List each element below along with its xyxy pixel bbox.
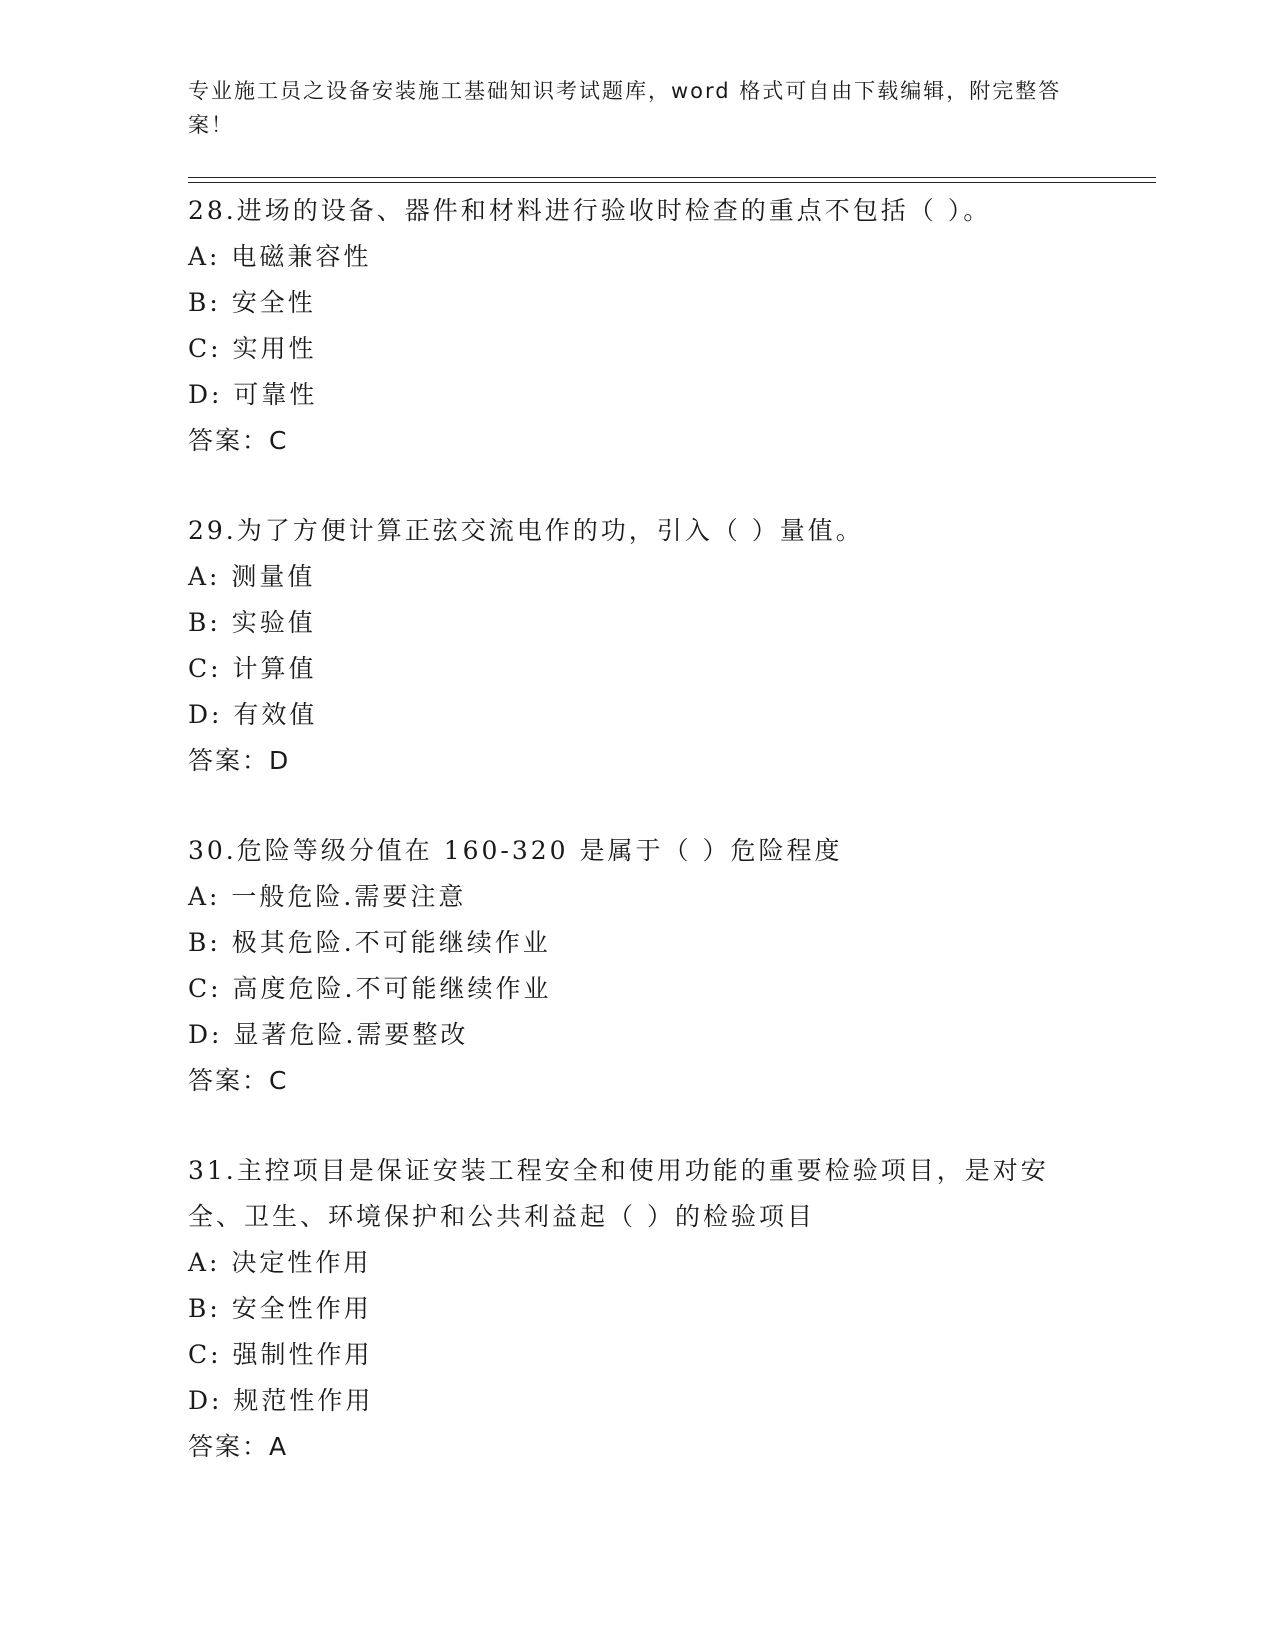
answer-line: 答案：C (188, 426, 289, 455)
question-28 (188, 188, 1088, 464)
option-c: C: 高度危险.不可能继续作业 (188, 974, 552, 1003)
option-c: C: 计算值 (188, 654, 317, 683)
question-stem: 31.主控项目是保证安装工程安全和使用功能的重要检验项目，是对安全、卫生、环境保护和公共利益起（ ）的检验项目 (188, 1156, 1049, 1231)
option-d: D: 有效值 (188, 700, 318, 729)
question-stem: 30.危险等级分值在 160-320 是属于（ ）危险程度 (188, 836, 843, 865)
option-a: A: 决定性作用 (188, 1248, 372, 1277)
question-29 (188, 508, 1088, 784)
option-a: A: 测量值 (188, 562, 316, 591)
question-30 (188, 828, 1088, 1104)
question-stem: 29.为了方便计算正弦交流电作的功，引入（ ）量值。 (188, 516, 864, 545)
option-d: D: 可靠性 (188, 380, 318, 409)
option-b: B: 安全性作用 (188, 1294, 372, 1323)
header-rule-top (188, 177, 1156, 178)
answer-line: 答案：C (188, 1066, 289, 1095)
option-b: B: 安全性 (188, 288, 316, 317)
answer-line: 答案：A (188, 1432, 289, 1461)
question-stem: 28.进场的设备、器件和材料进行验收时检查的重点不包括（ ）。 (188, 196, 992, 225)
option-a: A: 电磁兼容性 (188, 242, 372, 271)
option-c: C: 实用性 (188, 334, 317, 363)
option-b: B: 实验值 (188, 608, 316, 637)
answer-line: 答案：D (188, 746, 291, 775)
option-b: B: 极其危险.不可能继续作业 (188, 928, 551, 957)
document-header: 专业施工员之设备安装施工基础知识考试题库，word 格式可自由下载编辑，附完整答案！ (188, 79, 1062, 137)
header-rule-bottom (188, 182, 1156, 183)
question-31 (188, 1148, 1088, 1470)
option-c: C: 强制性作用 (188, 1340, 373, 1369)
option-d: D: 规范性作用 (188, 1386, 374, 1415)
option-a: A: 一般危险.需要注意 (188, 882, 467, 911)
option-d: D: 显著危险.需要整改 (188, 1020, 469, 1049)
